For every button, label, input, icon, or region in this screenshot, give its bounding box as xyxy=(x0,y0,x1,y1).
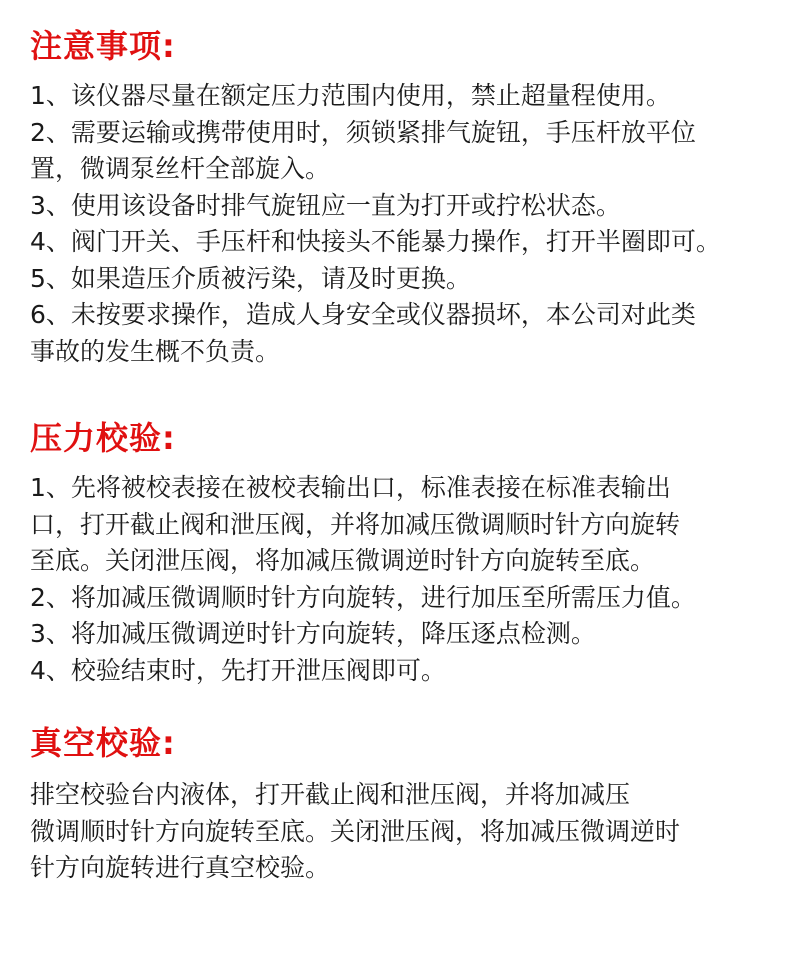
vacuum-check-section xyxy=(30,719,770,887)
pressure-check-line: 1、先将被校表接在被校表输出口，标准表接在标准表输出 xyxy=(30,473,671,502)
notes-line: 2、需要运输或携带使用时，须锁紧排气旋钮，手压杆放平位 xyxy=(30,117,696,147)
pressure-check-title: 压力校验: xyxy=(30,419,176,457)
pressure-check-line: 3、将加减压微调逆时针方向旋转，降压逐点检测。 xyxy=(30,619,596,648)
vacuum-check-line: 针方向旋转进行真空校验。 xyxy=(30,853,331,882)
pressure-check-line: 2、将加减压微调顺时针方向旋转，进行加压至所需压力值。 xyxy=(30,582,696,612)
notes-title: 注意事项: xyxy=(30,27,176,65)
notes-line: 5、如果造压介质被污染，请及时更换。 xyxy=(30,263,471,293)
notes-list xyxy=(30,78,770,370)
vacuum-check-list xyxy=(30,777,770,887)
notes-line: 置，微调泵丝杆全部旋入。 xyxy=(30,154,331,183)
notes-section xyxy=(30,22,770,370)
notes-line: 6、未按要求操作，造成人身安全或仪器损坏，本公司对此类 xyxy=(30,300,696,329)
pressure-check-line: 4、校验结束时，先打开泄压阀即可。 xyxy=(30,655,446,685)
pressure-check-line: 口，打开截止阀和泄压阀，并将加减压微调顺时针方向旋转 xyxy=(30,509,681,539)
vacuum-check-line: 排空校验台内液体，打开截止阀和泄压阀，并将加减压 xyxy=(30,780,631,809)
notes-line: 1、该仪器尽量在额定压力范围内使用，禁止超量程使用。 xyxy=(30,81,671,110)
pressure-check-line: 至底。关闭泄压阀，将加减压微调逆时针方向旋转至底。 xyxy=(30,546,656,575)
notes-line: 事故的发生概不负责。 xyxy=(30,336,281,366)
pressure-check-list xyxy=(30,470,770,689)
pressure-check-section xyxy=(30,414,770,689)
vacuum-check-line: 微调顺时针方向旋转至底。关闭泄压阀，将加减压微调逆时 xyxy=(30,816,681,846)
notes-line: 3、使用该设备时排气旋钮应一直为打开或拧松状态。 xyxy=(30,190,621,220)
vacuum-check-title: 真空校验: xyxy=(30,724,176,762)
notes-line: 4、阀门开关、手压杆和快接头不能暴力操作，打开半圈即可。 xyxy=(30,227,721,256)
